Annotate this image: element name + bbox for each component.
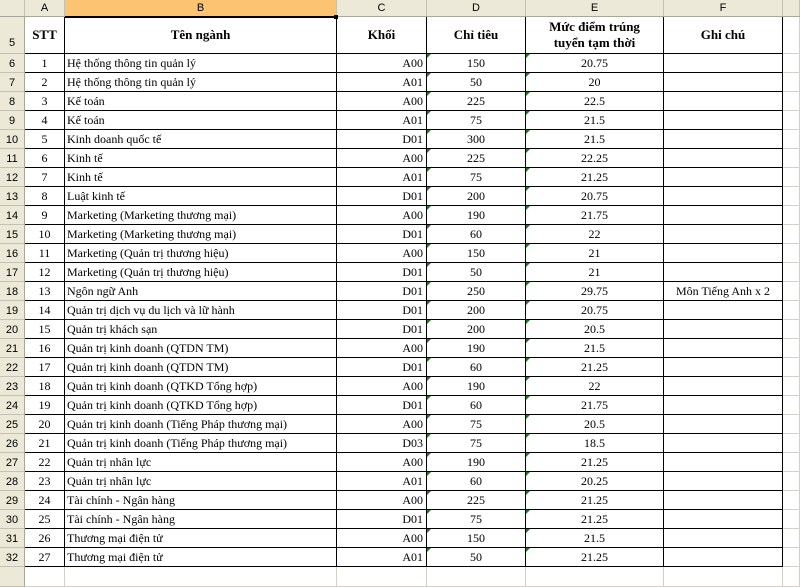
cell-ten-nganh[interactable]: Quản trị nhân lực bbox=[65, 472, 337, 491]
cell-ten-nganh[interactable]: Marketing (Quản trị thương hiệu) bbox=[65, 263, 337, 282]
cell-muc-diem[interactable]: 21 bbox=[526, 263, 664, 282]
cell-stt[interactable]: 18 bbox=[25, 377, 65, 396]
cell-khoi[interactable]: D01 bbox=[337, 225, 427, 244]
cell-muc-diem[interactable]: 21.25 bbox=[526, 510, 664, 529]
empty-cell[interactable] bbox=[783, 54, 800, 73]
cell-ghi-chu[interactable] bbox=[664, 358, 783, 377]
empty-cell[interactable] bbox=[783, 73, 800, 92]
cell-muc-diem[interactable]: 21.5 bbox=[526, 111, 664, 130]
cell-khoi[interactable]: A00 bbox=[337, 491, 427, 510]
cell-khoi[interactable]: D01 bbox=[337, 282, 427, 301]
column-header-e[interactable]: E bbox=[526, 0, 664, 16]
cell-stt[interactable]: 27 bbox=[25, 548, 65, 567]
cell-ten-nganh[interactable]: Quản trị kinh doanh (QTKD Tổng hợp) bbox=[65, 377, 337, 396]
cell-stt[interactable]: 12 bbox=[25, 263, 65, 282]
cell-muc-diem[interactable]: 21.75 bbox=[526, 206, 664, 225]
cell-muc-diem[interactable]: 21.25 bbox=[526, 168, 664, 187]
row-header-26[interactable]: 26 bbox=[0, 434, 25, 453]
cell-chi-tieu[interactable]: 250 bbox=[427, 282, 526, 301]
cell-stt[interactable]: 22 bbox=[25, 453, 65, 472]
empty-cell[interactable] bbox=[783, 206, 800, 225]
cell-ten-nganh[interactable]: Quản trị kinh doanh (QTDN TM) bbox=[65, 358, 337, 377]
cell-stt[interactable]: 15 bbox=[25, 320, 65, 339]
column-header-b[interactable]: B bbox=[65, 0, 337, 16]
cell-ghi-chu[interactable] bbox=[664, 434, 783, 453]
cell-chi-tieu[interactable]: 190 bbox=[427, 339, 526, 358]
cell-khoi[interactable]: A01 bbox=[337, 73, 427, 92]
cell-ten-nganh[interactable]: Kế toán bbox=[65, 111, 337, 130]
empty-cell[interactable] bbox=[783, 225, 800, 244]
cell-khoi[interactable]: D01 bbox=[337, 510, 427, 529]
column-header-d[interactable]: D bbox=[427, 0, 526, 16]
cell-ghi-chu[interactable] bbox=[664, 111, 783, 130]
cell-ten-nganh[interactable]: Kinh doanh quốc tế bbox=[65, 130, 337, 149]
empty-cell[interactable] bbox=[783, 396, 800, 415]
empty-cell[interactable] bbox=[783, 510, 800, 529]
cell-stt[interactable]: 16 bbox=[25, 339, 65, 358]
cell-chi-tieu[interactable]: 150 bbox=[427, 529, 526, 548]
column-header-a[interactable]: A bbox=[25, 0, 65, 16]
cell-ten-nganh[interactable]: Marketing (Marketing thương mại) bbox=[65, 225, 337, 244]
cell-muc-diem[interactable]: 22 bbox=[526, 377, 664, 396]
row-header-25[interactable]: 25 bbox=[0, 415, 25, 434]
cell-stt[interactable]: 20 bbox=[25, 415, 65, 434]
cell-muc-diem[interactable]: 21.25 bbox=[526, 358, 664, 377]
empty-cell[interactable] bbox=[427, 567, 526, 587]
cell-ghi-chu[interactable] bbox=[664, 472, 783, 491]
row-header-12[interactable]: 12 bbox=[0, 168, 25, 187]
cell-khoi[interactable]: A00 bbox=[337, 149, 427, 168]
cell-chi-tieu[interactable]: 190 bbox=[427, 377, 526, 396]
row-header-13[interactable]: 13 bbox=[0, 187, 25, 206]
cell-muc-diem[interactable]: 21.5 bbox=[526, 529, 664, 548]
cell-chi-tieu[interactable]: 60 bbox=[427, 225, 526, 244]
cell-stt[interactable]: 21 bbox=[25, 434, 65, 453]
empty-cell[interactable] bbox=[783, 263, 800, 282]
cell-ghi-chu[interactable] bbox=[664, 73, 783, 92]
cell-stt[interactable]: 5 bbox=[25, 130, 65, 149]
cell-muc-diem[interactable]: 21.75 bbox=[526, 396, 664, 415]
column-header-f[interactable]: F bbox=[664, 0, 783, 16]
cell-muc-diem[interactable]: 22 bbox=[526, 225, 664, 244]
cell-ten-nganh[interactable]: Tài chính - Ngân hàng bbox=[65, 491, 337, 510]
cell-ten-nganh[interactable]: Luật kinh tế bbox=[65, 187, 337, 206]
cell-ten-nganh[interactable]: Hệ thống thông tin quản lý bbox=[65, 54, 337, 73]
row-header-14[interactable]: 14 bbox=[0, 206, 25, 225]
cell-ten-nganh[interactable]: Kinh tế bbox=[65, 149, 337, 168]
row-header-28[interactable]: 28 bbox=[0, 472, 25, 491]
cell-ghi-chu[interactable] bbox=[664, 206, 783, 225]
row-header-23[interactable]: 23 bbox=[0, 377, 25, 396]
cell-ten-nganh[interactable]: Marketing (Quản trị thương hiệu) bbox=[65, 244, 337, 263]
cell-khoi[interactable]: D01 bbox=[337, 263, 427, 282]
empty-cell[interactable] bbox=[664, 567, 783, 587]
row-header-15[interactable]: 15 bbox=[0, 225, 25, 244]
cell-chi-tieu[interactable]: 50 bbox=[427, 73, 526, 92]
cell-chi-tieu[interactable]: 75 bbox=[427, 434, 526, 453]
cell-chi-tieu[interactable]: 75 bbox=[427, 111, 526, 130]
cell-khoi[interactable]: A00 bbox=[337, 529, 427, 548]
empty-cell[interactable] bbox=[783, 244, 800, 263]
cell-ten-nganh[interactable]: Thương mại điện tử bbox=[65, 548, 337, 567]
header-chi-tieu[interactable]: Chỉ tiêu bbox=[427, 17, 526, 54]
header-stt[interactable]: STT bbox=[25, 17, 65, 54]
cell-muc-diem[interactable]: 20.75 bbox=[526, 54, 664, 73]
cell-ghi-chu[interactable] bbox=[664, 92, 783, 111]
cell-ten-nganh[interactable]: Ngôn ngữ Anh bbox=[65, 282, 337, 301]
empty-cell[interactable] bbox=[783, 282, 800, 301]
cell-chi-tieu[interactable]: 200 bbox=[427, 301, 526, 320]
empty-cell[interactable] bbox=[783, 453, 800, 472]
cell-chi-tieu[interactable]: 150 bbox=[427, 54, 526, 73]
cell-ghi-chu[interactable] bbox=[664, 225, 783, 244]
cell-muc-diem[interactable]: 22.5 bbox=[526, 92, 664, 111]
empty-cell[interactable] bbox=[783, 377, 800, 396]
cell-stt[interactable]: 6 bbox=[25, 149, 65, 168]
cell-ghi-chu[interactable] bbox=[664, 168, 783, 187]
cell-chi-tieu[interactable]: 50 bbox=[427, 548, 526, 567]
empty-cell[interactable] bbox=[783, 339, 800, 358]
cell-ghi-chu[interactable] bbox=[664, 396, 783, 415]
cell-stt[interactable]: 8 bbox=[25, 187, 65, 206]
cell-khoi[interactable]: A00 bbox=[337, 92, 427, 111]
row-header-29[interactable]: 29 bbox=[0, 491, 25, 510]
cell-stt[interactable]: 4 bbox=[25, 111, 65, 130]
cell-ghi-chu[interactable] bbox=[664, 510, 783, 529]
row-header-18[interactable]: 18 bbox=[0, 282, 25, 301]
empty-cell[interactable] bbox=[783, 168, 800, 187]
empty-cell[interactable] bbox=[783, 548, 800, 567]
cell-ghi-chu[interactable]: Môn Tiếng Anh x 2 bbox=[664, 282, 783, 301]
row-header-8[interactable]: 8 bbox=[0, 92, 25, 111]
cell-ten-nganh[interactable]: Tài chính - Ngân hàng bbox=[65, 510, 337, 529]
header-muc-diem[interactable]: Mức điểm trúng tuyển tạm thời bbox=[526, 17, 664, 54]
empty-cell[interactable] bbox=[783, 434, 800, 453]
cell-ten-nganh[interactable]: Thương mại điện tử bbox=[65, 529, 337, 548]
row-header-30[interactable]: 30 bbox=[0, 510, 25, 529]
empty-cell[interactable] bbox=[783, 111, 800, 130]
cell-muc-diem[interactable]: 21.5 bbox=[526, 130, 664, 149]
cell-khoi[interactable]: A00 bbox=[337, 54, 427, 73]
cell-ghi-chu[interactable] bbox=[664, 54, 783, 73]
empty-cell[interactable] bbox=[783, 92, 800, 111]
row-header-16[interactable]: 16 bbox=[0, 244, 25, 263]
row-header-11[interactable]: 11 bbox=[0, 149, 25, 168]
cell-chi-tieu[interactable]: 75 bbox=[427, 510, 526, 529]
column-header-c[interactable]: C bbox=[337, 0, 427, 16]
cell-chi-tieu[interactable]: 190 bbox=[427, 453, 526, 472]
cell-khoi[interactable]: D01 bbox=[337, 358, 427, 377]
cell-chi-tieu[interactable]: 225 bbox=[427, 92, 526, 111]
fill-handle[interactable] bbox=[334, 15, 338, 19]
empty-cell[interactable] bbox=[783, 491, 800, 510]
cell-khoi[interactable]: A00 bbox=[337, 377, 427, 396]
empty-cell[interactable] bbox=[783, 358, 800, 377]
cell-stt[interactable]: 23 bbox=[25, 472, 65, 491]
cell-ghi-chu[interactable] bbox=[664, 491, 783, 510]
row-header-9[interactable]: 9 bbox=[0, 111, 25, 130]
cell-khoi[interactable]: A01 bbox=[337, 548, 427, 567]
empty-cell[interactable] bbox=[65, 567, 337, 587]
cell-ghi-chu[interactable] bbox=[664, 529, 783, 548]
row-header-19[interactable]: 19 bbox=[0, 301, 25, 320]
cell-chi-tieu[interactable]: 60 bbox=[427, 472, 526, 491]
cell-stt[interactable]: 13 bbox=[25, 282, 65, 301]
cell-chi-tieu[interactable]: 60 bbox=[427, 358, 526, 377]
cell-muc-diem[interactable]: 18.5 bbox=[526, 434, 664, 453]
cell-ten-nganh[interactable]: Quản trị kinh doanh (Tiếng Pháp thương mại) bbox=[65, 415, 337, 434]
cell-khoi[interactable]: D03 bbox=[337, 434, 427, 453]
cell-ghi-chu[interactable] bbox=[664, 187, 783, 206]
cell-muc-diem[interactable]: 22.25 bbox=[526, 149, 664, 168]
cell-khoi[interactable]: A01 bbox=[337, 472, 427, 491]
row-header-7[interactable]: 7 bbox=[0, 73, 25, 92]
cell-ten-nganh[interactable]: Quản trị dịch vụ du lịch và lữ hành bbox=[65, 301, 337, 320]
cell-stt[interactable]: 26 bbox=[25, 529, 65, 548]
cell-stt[interactable]: 19 bbox=[25, 396, 65, 415]
row-header-21[interactable]: 21 bbox=[0, 339, 25, 358]
select-all-corner[interactable] bbox=[0, 0, 25, 16]
cell-ghi-chu[interactable] bbox=[664, 320, 783, 339]
cell-khoi[interactable]: D01 bbox=[337, 396, 427, 415]
cell-muc-diem[interactable]: 21.25 bbox=[526, 453, 664, 472]
cell-muc-diem[interactable]: 21.5 bbox=[526, 339, 664, 358]
cell-ghi-chu[interactable] bbox=[664, 453, 783, 472]
row-header-24[interactable]: 24 bbox=[0, 396, 25, 415]
empty-cell[interactable] bbox=[783, 320, 800, 339]
cell-ghi-chu[interactable] bbox=[664, 415, 783, 434]
cell-ghi-chu[interactable] bbox=[664, 339, 783, 358]
cell-khoi[interactable]: D01 bbox=[337, 130, 427, 149]
row-header-6[interactable]: 6 bbox=[0, 54, 25, 73]
cell-ten-nganh[interactable]: Quản trị kinh doanh (QTKD Tổng hợp) bbox=[65, 396, 337, 415]
cell-chi-tieu[interactable]: 200 bbox=[427, 187, 526, 206]
empty-cell[interactable] bbox=[783, 567, 800, 587]
cell-ten-nganh[interactable]: Kế toán bbox=[65, 92, 337, 111]
cell-khoi[interactable]: D01 bbox=[337, 187, 427, 206]
header-khoi[interactable]: Khối bbox=[337, 17, 427, 54]
cell-stt[interactable]: 3 bbox=[25, 92, 65, 111]
cell-khoi[interactable]: D01 bbox=[337, 301, 427, 320]
cell-khoi[interactable]: A00 bbox=[337, 415, 427, 434]
cell-muc-diem[interactable]: 29.75 bbox=[526, 282, 664, 301]
header-ghi-chu[interactable]: Ghi chú bbox=[664, 17, 783, 54]
cell-ghi-chu[interactable] bbox=[664, 130, 783, 149]
cell-chi-tieu[interactable]: 150 bbox=[427, 244, 526, 263]
cell-stt[interactable]: 17 bbox=[25, 358, 65, 377]
cell-chi-tieu[interactable]: 190 bbox=[427, 206, 526, 225]
empty-cell[interactable] bbox=[783, 472, 800, 491]
cell-muc-diem[interactable]: 20.25 bbox=[526, 472, 664, 491]
row-header-27[interactable]: 27 bbox=[0, 453, 25, 472]
cell-chi-tieu[interactable]: 225 bbox=[427, 491, 526, 510]
empty-cell[interactable] bbox=[337, 567, 427, 587]
header-ten-nganh[interactable]: Tên ngành bbox=[65, 17, 337, 54]
row-header-17[interactable]: 17 bbox=[0, 263, 25, 282]
cell-chi-tieu[interactable]: 50 bbox=[427, 263, 526, 282]
selected-column-indicator bbox=[65, 16, 338, 18]
cell-khoi[interactable]: D01 bbox=[337, 320, 427, 339]
cell-khoi[interactable]: A00 bbox=[337, 206, 427, 225]
cell-stt[interactable]: 7 bbox=[25, 168, 65, 187]
cell-ten-nganh[interactable]: Quản trị kinh doanh (QTDN TM) bbox=[65, 339, 337, 358]
cell-chi-tieu[interactable]: 225 bbox=[427, 149, 526, 168]
cell-ghi-chu[interactable] bbox=[664, 377, 783, 396]
cell-ghi-chu[interactable] bbox=[664, 244, 783, 263]
cell-ghi-chu[interactable] bbox=[664, 263, 783, 282]
cell-ghi-chu[interactable] bbox=[664, 548, 783, 567]
row-header-31[interactable]: 31 bbox=[0, 529, 25, 548]
cell-khoi[interactable]: A01 bbox=[337, 111, 427, 130]
cell-stt[interactable]: 14 bbox=[25, 301, 65, 320]
cell-stt[interactable]: 9 bbox=[25, 206, 65, 225]
empty-cell[interactable] bbox=[25, 567, 65, 587]
cell-khoi[interactable]: A01 bbox=[337, 168, 427, 187]
empty-cell[interactable] bbox=[526, 567, 664, 587]
cell-stt[interactable]: 11 bbox=[25, 244, 65, 263]
cell-khoi[interactable]: A00 bbox=[337, 453, 427, 472]
row-header-33[interactable] bbox=[0, 567, 25, 587]
cell-muc-diem[interactable]: 20.5 bbox=[526, 320, 664, 339]
cell-stt[interactable]: 24 bbox=[25, 491, 65, 510]
empty-cell[interactable] bbox=[783, 17, 800, 54]
cell-ten-nganh[interactable]: Quản trị kinh doanh (Tiếng Pháp thương mại) bbox=[65, 434, 337, 453]
cell-ghi-chu[interactable] bbox=[664, 301, 783, 320]
cell-stt[interactable]: 25 bbox=[25, 510, 65, 529]
empty-cell[interactable] bbox=[783, 301, 800, 320]
row-header-5[interactable]: 5 bbox=[0, 17, 25, 54]
cell-muc-diem[interactable]: 21.25 bbox=[526, 548, 664, 567]
cell-muc-diem[interactable]: 20 bbox=[526, 73, 664, 92]
row-header-10[interactable]: 10 bbox=[0, 130, 25, 149]
cell-muc-diem[interactable]: 21 bbox=[526, 244, 664, 263]
cell-muc-diem[interactable]: 20.75 bbox=[526, 187, 664, 206]
cell-chi-tieu[interactable]: 200 bbox=[427, 320, 526, 339]
row-header-20[interactable]: 20 bbox=[0, 320, 25, 339]
row-header-32[interactable]: 32 bbox=[0, 548, 25, 567]
cell-stt[interactable]: 10 bbox=[25, 225, 65, 244]
cell-ten-nganh[interactable]: Marketing (Marketing thương mại) bbox=[65, 206, 337, 225]
empty-cell[interactable] bbox=[783, 130, 800, 149]
cell-muc-diem[interactable]: 21.25 bbox=[526, 491, 664, 510]
empty-cell[interactable] bbox=[783, 415, 800, 434]
cell-stt[interactable]: 1 bbox=[25, 54, 65, 73]
cell-muc-diem[interactable]: 20.75 bbox=[526, 301, 664, 320]
cell-ten-nganh[interactable]: Quản trị khách sạn bbox=[65, 320, 337, 339]
empty-cell[interactable] bbox=[783, 149, 800, 168]
cell-chi-tieu[interactable]: 75 bbox=[427, 415, 526, 434]
cell-chi-tieu[interactable]: 60 bbox=[427, 396, 526, 415]
cell-khoi[interactable]: A00 bbox=[337, 339, 427, 358]
cell-ten-nganh[interactable]: Hệ thống thông tin quản lý bbox=[65, 73, 337, 92]
cell-stt[interactable]: 2 bbox=[25, 73, 65, 92]
cell-ten-nganh[interactable]: Quản trị nhân lực bbox=[65, 453, 337, 472]
cell-chi-tieu[interactable]: 300 bbox=[427, 130, 526, 149]
cell-muc-diem[interactable]: 20.5 bbox=[526, 415, 664, 434]
row-header-22[interactable]: 22 bbox=[0, 358, 25, 377]
cell-ten-nganh[interactable]: Kinh tế bbox=[65, 168, 337, 187]
empty-cell[interactable] bbox=[783, 187, 800, 206]
cell-chi-tieu[interactable]: 75 bbox=[427, 168, 526, 187]
cell-khoi[interactable]: A00 bbox=[337, 244, 427, 263]
column-header-g[interactable] bbox=[783, 0, 800, 16]
cell-ghi-chu[interactable] bbox=[664, 149, 783, 168]
empty-cell[interactable] bbox=[783, 529, 800, 548]
